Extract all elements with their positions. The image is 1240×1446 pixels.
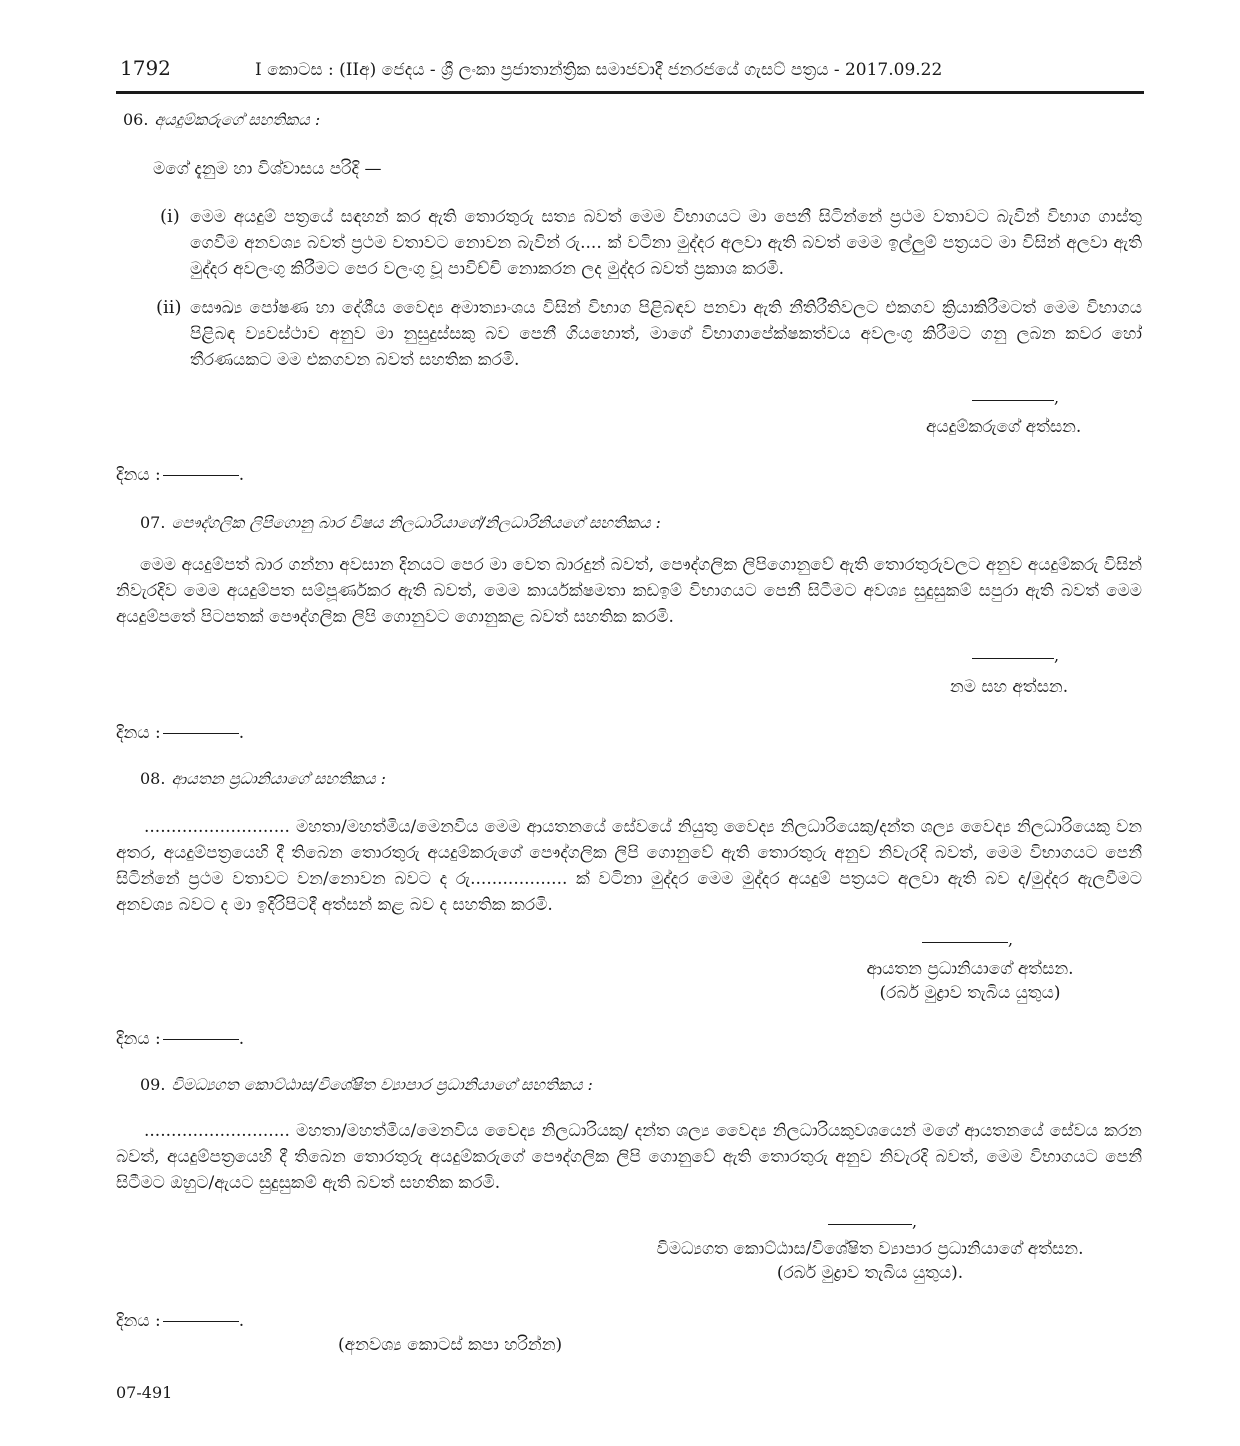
section-06-intro: මගේ දැනුම හා විශ්වාසය පරිදි —	[153, 159, 382, 179]
section-07-number: 07.	[140, 513, 166, 532]
head-signature-label: ආයතන ප්‍රධානියාගේ අත්සන.	[866, 959, 1074, 979]
section-06-title: අයදුම්කරුගේ සහතිකය :	[154, 110, 321, 129]
applicant-signature-line	[972, 400, 1054, 401]
section-06-number: 06.	[123, 110, 149, 129]
head-signature-line	[922, 942, 1008, 943]
date-label: දිනය :	[116, 723, 161, 743]
signature-comma: ,	[1054, 388, 1060, 407]
date-label: දිනය :	[116, 1311, 161, 1331]
section-07-date	[116, 720, 244, 746]
page-number: 1792	[120, 56, 171, 80]
item-2-label: (ii)	[156, 297, 182, 318]
signature-comma: ,	[912, 1212, 918, 1231]
officer-signature-line	[972, 658, 1054, 659]
signature-comma: ,	[1008, 930, 1014, 949]
item-2-text: සෞඛ්‍ය පෝෂණ හා දේශීය වෛද්‍ය අමාත්‍යාංශය විසින් විභාග පිළිබඳව පනවා ඇති නීතිරීතිවලට එකගව ක්‍රියාකිරීමටත් මෙම විභාගය පිළිබඳ ව්‍යවස්ථාව අනුව මා නුසුදුස්සකු බව පෙනී ගියහොත්, මාගේ විභාගාපේක්ෂකත්වය අවලංගු කිරීමට ගනු ලබන කවර හෝ තීරණයකට මම එකගවන බවත් සහතික කරමි.	[190, 298, 1142, 370]
rubber-stamp-note: (රබර් මුද්‍රාව තැබිය යුතුය)	[879, 983, 1061, 1003]
officer-signature-label: නම සහ අත්සන.	[950, 677, 1069, 697]
cut-unnecessary-note: (අනවශ්‍ය කොටස් කපා හරින්න)	[338, 1335, 563, 1355]
section-08-number: 08.	[140, 769, 166, 788]
running-title: I කොටස : (IIඅ) ජෙදය - ශ්‍රී ලංකා ප්‍රජාතාන්ත්‍රික සමාජවාදී ජනරජයේ ගැසට් පත්‍රය - 2017.09.22	[255, 60, 943, 80]
division-head-signature-label: විමධ්‍යගත කොට්ඨාස/විශේෂිත ව්‍යාපාර ප්‍රධානියාගේ අත්සන.	[656, 1239, 1084, 1259]
section-07-heading	[140, 510, 661, 536]
section-06-heading	[123, 107, 320, 133]
date-line	[163, 733, 239, 734]
header-rule	[116, 91, 1144, 94]
section-09-title: විමධ්‍යගත කොට්ඨාස/විශේෂිත ව්‍යාපාර ප්‍රධානියාගේ සහතිකය :	[171, 1075, 593, 1094]
section-07-title: පෞද්ගලික ලිපිගොනු බාර විෂය නිලධාරියාගේ/නිලධාරිනියගේ සහතිකය :	[171, 513, 661, 532]
date-label: දිනය :	[116, 465, 161, 485]
date-end: .	[238, 1029, 245, 1049]
division-head-signature-line	[828, 1224, 912, 1225]
date-line	[163, 475, 239, 476]
date-end: .	[238, 1311, 245, 1331]
date-end: .	[238, 465, 245, 485]
section-06-date	[116, 462, 244, 488]
section-08-title: ආයතන ප්‍රධානියාගේ සහතිකය :	[171, 769, 386, 788]
signature-comma: ,	[1054, 646, 1060, 665]
date-line	[163, 1039, 239, 1040]
section-08-body: ........................... මහතා/මහත්මිය/මෙනවිය මෙම ආයතනයේ සේවයේ නියුතු වෛද්‍ය නිලධාරියෙකු/දන්ත ශල්‍ය වෛද්‍ය නිලධාරියෙකු වන අතර, අයදුම්පත්‍රයෙහි දී තිබෙන තොරතුරු අයදුම්කරුගේ පෞද්ගලික ලිපි ගොනුවේ ඇති තොරතුරු අනුව නිවැරදි බවත්, මෙම විභාගයට පෙනී සිටින්නේ ප්‍රථම වතාවට වන/නොවන බවට ද රු.................. ක් වටිනා මුද්දර මෙම මුද්දර අයදුම් පත්‍රයට අලවා ඇති බව ද/මුද්දර ඇලවීමට අනවශ්‍ය බවට ද මා ඉදිරිපිටදී අත්සන් කළ බව ද සහතික කරමි.	[116, 817, 1142, 915]
date-line	[163, 1321, 239, 1322]
section-09-body: ........................... මහතා/මහත්මිය/මෙනවිය වෛද්‍ය නිලධාරියකු/ දන්ත ශල්‍ය වෛද්‍ය නිලධාරියකුවශයෙන් මගේ ආයතනයේ සේවය කරන බවත්, අයදුම්පත්‍රයෙහි දී තිබෙන තොරතුරු අයදුම්කරුගේ පෞද්ගලික ලිපි ගොනුවේ ඇති තොරතුරු අනුව නිවැරදි බවත්, මෙම විභාගයට පෙනී සිටීමට ඔහුට/ඇයට සුදුසුකම් ඇති බවත් සහතික කරමි.	[116, 1121, 1142, 1193]
document-code: 07-491	[116, 1383, 173, 1402]
section-09-heading	[140, 1072, 593, 1098]
section-08-heading	[140, 766, 386, 792]
section-07-body: මෙම අයදුම්පත් බාර ගන්නා අවසාන දිනයට පෙර මා වෙත බාරදුන් බවත්, පෞද්ගලික ලිපිගොනුවේ ඇති තොරතුරුවලට අනුව අයදුම්කරු විසින් නිවැරදිව මෙම අයදුම්පත සම්පූර්ණකර ඇති බවත්, මෙම කාර්යක්ෂමතා කඩඉම් විභාගයට පෙනී සිටීමට අවශ්‍ය සුදුසුකම් සපුරා ඇති බවත් මෙම අයදුම්පතේ පිටපතක් පෞද්ගලික ලිපි ගොනුවට ගොනුකළ බවත් සහතික කරමි.	[116, 555, 1142, 627]
date-label: දිනය :	[116, 1029, 161, 1049]
item-1-label: (i)	[160, 206, 180, 227]
rubber-stamp-note: (රබර් මුද්‍රාව තැබිය යුතුය).	[776, 1263, 964, 1283]
section-08-date	[116, 1026, 244, 1052]
section-09-date	[116, 1308, 244, 1334]
item-1-text: මෙම අයදුම් පත්‍රයේ සඳහන් කර ඇති තොරතුරු සත්‍ය බවත් මෙම විභාගයට මා පෙනී සිටින්නේ ප්‍රථම වතාවට බැවින් විභාග ගාස්තු ගෙවීම අනවශ්‍ය බවත් ප්‍රථම වතාවට නොවන බැවින් රු.... ක් වටිනා මුද්දර අලවා ඇති බවත් මෙම ඉල්ලුම් පත්‍රයට මා විසින් අලවා ඇති මුද්දර අවලංගු කිරීමට පෙර වලංගු වූ පාවිච්චි නොකරන ලද මුද්දර බවත් ප්‍රකාශ කරමි.	[190, 207, 1142, 279]
date-end: .	[238, 723, 245, 743]
applicant-signature-label: අයදුම්කරුගේ අත්සන.	[926, 417, 1082, 437]
section-09-number: 09.	[140, 1075, 166, 1094]
